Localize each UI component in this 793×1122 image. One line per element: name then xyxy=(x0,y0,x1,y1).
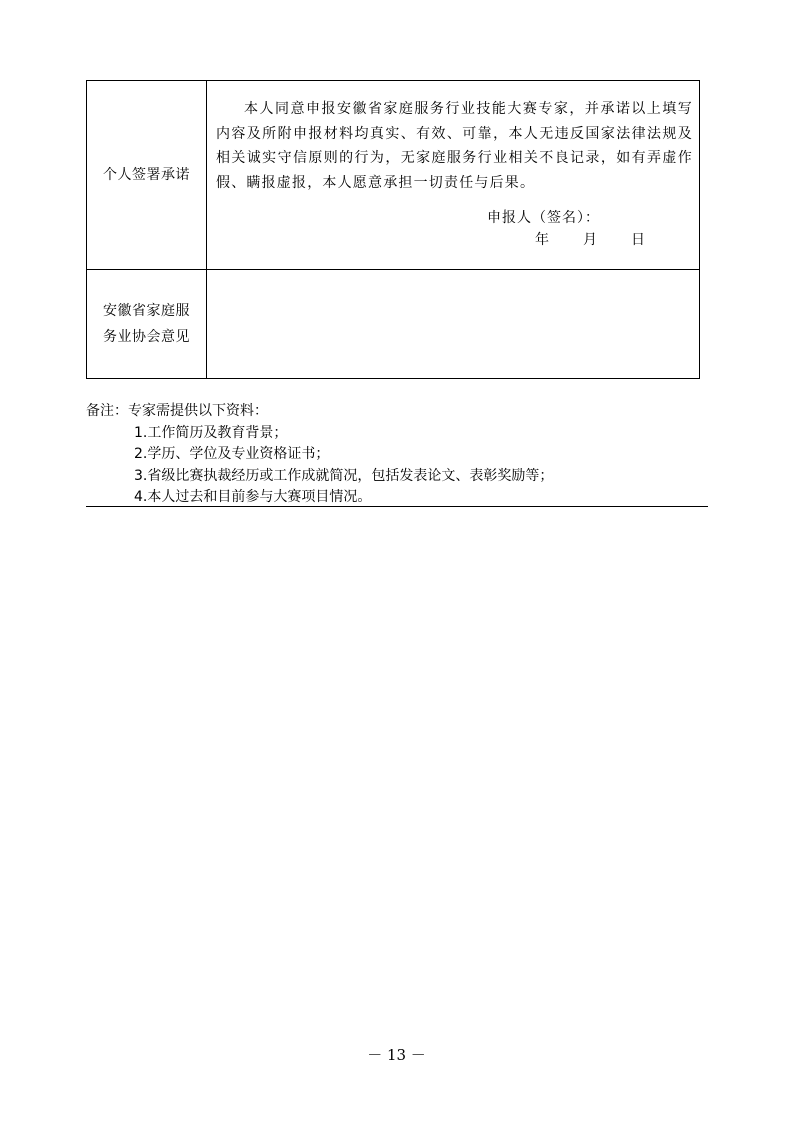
association-label-line-2: 务业协会意见 xyxy=(103,328,190,345)
pledge-content-cell xyxy=(207,81,699,269)
date-day-label: 日 xyxy=(631,232,645,248)
notes-section xyxy=(86,401,553,509)
notes-item: 3.省级比赛执裁经历或工作成就简况，包括发表论文、表彰奖励等； xyxy=(134,467,554,484)
association-opinion-row xyxy=(87,269,699,378)
association-label-cell xyxy=(87,269,207,378)
pledge-text: 本人同意申报安徽省家庭服务行业技能大赛专家，并承诺以上填写内容及所附申报材料均真实、有效、可靠，本人无违反国家法律法规及相关诚实守信原则的行为，无家庭服务行业相关不良记录，如有弄虚作假、瞒报虚报，本人愿意承担一切责任与后果。 xyxy=(216,101,693,191)
pledge-row xyxy=(87,81,699,270)
pledge-label-cell xyxy=(87,81,207,269)
date-month-label: 月 xyxy=(583,232,597,248)
association-opinion-field[interactable] xyxy=(207,269,699,378)
signature-date xyxy=(535,229,645,249)
notes-item: 4.本人过去和目前参与大赛项目情况。 xyxy=(134,489,372,505)
application-form-table xyxy=(86,80,700,379)
signature-label: 申报人（签名）： xyxy=(487,210,600,226)
association-label-line-1: 安徽省家庭服 xyxy=(103,302,190,319)
page-number: － 13 － xyxy=(367,1046,426,1064)
notes-item: 1.工作简历及教育背景； xyxy=(134,424,288,441)
notes-divider xyxy=(86,506,708,507)
notes-item: 2.学历、学位及专业资格证书； xyxy=(134,446,330,462)
date-year-label: 年 xyxy=(535,232,549,248)
notes-list xyxy=(86,423,553,509)
notes-title: 备注：专家需提供以下资料： xyxy=(86,403,268,419)
pledge-label: 个人签署承诺 xyxy=(103,167,190,183)
